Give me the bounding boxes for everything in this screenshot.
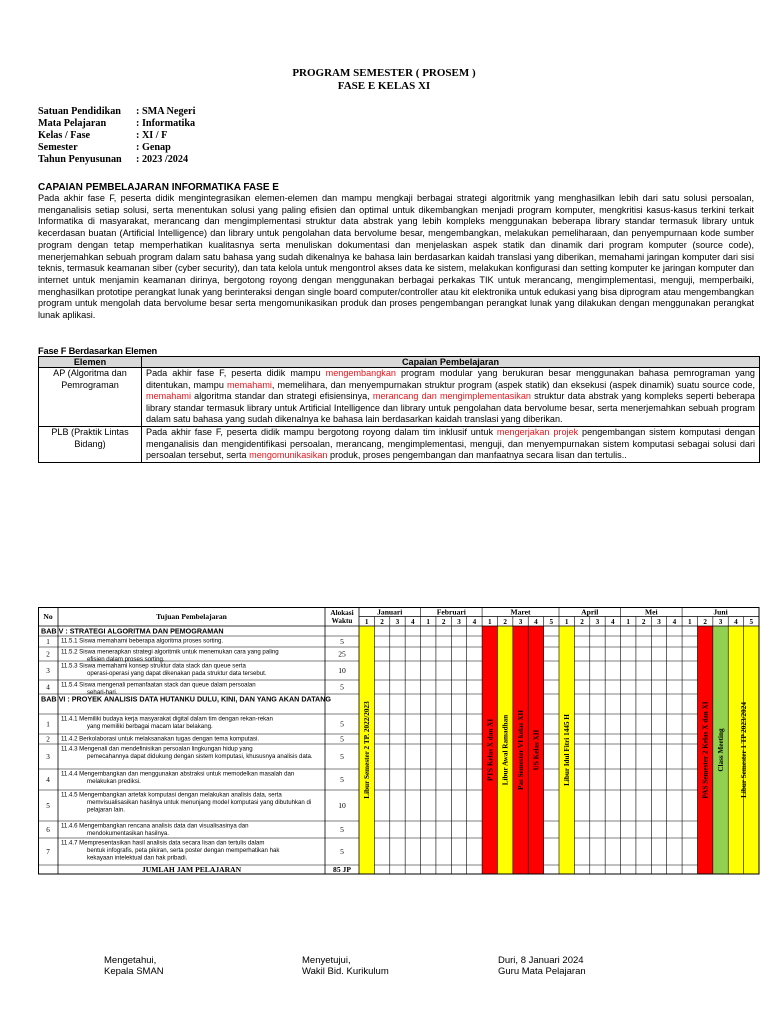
row-number: 2 bbox=[46, 735, 50, 744]
total-value: 85 JP bbox=[333, 865, 351, 874]
month-label: Mei bbox=[644, 607, 658, 617]
row-jp: 10 bbox=[338, 801, 346, 810]
highlight-text: memahami bbox=[146, 391, 191, 402]
row-objective: pelajaran lain. bbox=[87, 806, 125, 814]
row-jp: 25 bbox=[338, 649, 346, 659]
row-number: 1 bbox=[46, 638, 50, 646]
highlight-text: mengembangkan bbox=[325, 368, 396, 378]
bab-heading: BAB V : STRATEGI ALGORITMA DAN PEMOGRAMAN bbox=[41, 626, 224, 636]
footer-line: Kepala SMAN bbox=[104, 966, 164, 977]
highlight-text: memahami bbox=[226, 379, 272, 390]
row-objective: mendokumentasikan hasilnya. bbox=[87, 829, 169, 837]
row-jp: 5 bbox=[340, 682, 344, 692]
week-label: 3 bbox=[518, 618, 523, 626]
footer-left bbox=[104, 955, 164, 977]
week-label: 4 bbox=[734, 618, 738, 626]
total-label: JUMLAH JAM PELAJARAN bbox=[141, 865, 242, 874]
row-objective: memvisualisasikan hasilnya untuk menunjang model komputasi yang dibutuhkan di bbox=[87, 798, 312, 806]
col-capaian: Capaian Pembelajaran bbox=[142, 357, 760, 368]
row-jp: 5 bbox=[340, 752, 344, 761]
identity-row bbox=[38, 130, 195, 142]
row-jp: 5 bbox=[340, 637, 344, 646]
row-jp: 5 bbox=[340, 734, 344, 744]
table-row bbox=[39, 368, 760, 427]
row-jp: 5 bbox=[340, 847, 344, 856]
week-label: 2 bbox=[580, 618, 584, 626]
identity-label: Tahun Penyusunan bbox=[38, 154, 122, 165]
month-label: Juni bbox=[713, 607, 728, 617]
identity-label: Mata Pelajaran bbox=[38, 118, 107, 129]
row-objective: yang memiliki berbagai macam latar belakang. bbox=[87, 722, 213, 730]
calendar-bar-label: Class Meeting bbox=[717, 728, 726, 772]
bab-heading: BAB VI : PROYEK ANALISIS DATA HUTANKU DULU, KINI, DAN YANG AKAN DATANG bbox=[41, 694, 332, 704]
highlight-text: mengomunikasikan bbox=[249, 450, 328, 461]
week-label: 1 bbox=[564, 618, 569, 626]
cp-paragraph: Pada akhir fase F, peserta didik mengintegrasikan elemen-elemen dan mampu mengkaji berbagai strategi algoritmik yang menghasilkan lebih dari satu solusi persoalan, menganalisis setiap solusi, serta menentukan solusi yang paling efisien dan optimal untuk dikembangkan menjadi program komputer, mengkritisi kasus-kasus terkini terkait Informatika di masyarakat, merancang dan mengimplementasi struktur data abstrak yang lebih kompleks menggunakan beberapa library standar termasuk library untuk kecerdasan buatan (Artificial Intelligence) dan library untuk pengolahan data bervolume besar, mengembangkan, melakukan pemeliharaan, dan penyempurnaan kode sumber program dengan tetap memperhatikan kualitasnya serta menuliskan dokumentasi dan menjelaskan aspek statik dan dinamik dari program komputer (source code), menerjemahkan sebuah program dalam satu bahasa yang sudah dikenalnya ke bahasa lain berdasarkan kaidah translasi yang diberikan, memahami jaringan komputer dari sisi teknis, termasuk keamanan siber (cyber security), dan tata kelola untuk mengontrol akses data ke sistem, melakukan konfigurasi dan setting komputer ke jaringan komputer dan internet untuk menjamin keamanan dirinya, bergotong royong dengan menggunakan berbagai perkakas TIK untuk merancang, mengimplementasi, menguji, memperbaiki, menghasilkan prototipe perangkat lunak yang berinteraksi dengan single board computer/controller atau kit elektronika untuk edukasi yang bisa diprogram atau mengembangkan program untuk mengolah data bervolume besar serta mengomunikasikan produk dan proses pengembangan perangkat lunak yang dilakukan dengan menggunakan perangkat lunak aplikasi. bbox=[38, 193, 754, 321]
footer-line: Guru Mata Pelajaran bbox=[498, 966, 586, 977]
row-objective: 11.4.7 Mempresentasikan hasil analisis data secara lisan dan tertulis dalam bbox=[61, 839, 265, 847]
body-text: program modular yang berukuran besar menggunakan bahasa pemrograman yang ditentukan, mampu bbox=[146, 368, 755, 390]
row-objective: bentuk infografis, peta pikiran, serta poster dengan memperhatikan hak bbox=[87, 846, 280, 854]
calendar-bar-label: Libur Idul Fitri 1445 H bbox=[563, 714, 572, 786]
calendar-bar-label: Pas Semester VI kelas XII bbox=[517, 710, 526, 790]
identity-value: : Genap bbox=[136, 142, 171, 153]
identity-value: : SMA Negeri bbox=[136, 106, 196, 117]
footer-right bbox=[498, 955, 586, 977]
identity-block bbox=[38, 106, 195, 166]
cp-heading: CAPAIAN PEMBELAJARAN INFORMATIKA FASE E bbox=[38, 182, 279, 193]
footer-line: Duri, 8 Januari 2024 bbox=[498, 955, 584, 966]
table-row bbox=[39, 426, 760, 462]
calendar-bar-label: PAS Semester 2 Kelas X dan XI bbox=[701, 701, 710, 799]
row-objective: 11.4.2 Berkolaborasi untuk melaksanakan tugas dengan tema komputasi. bbox=[61, 735, 260, 743]
identity-label: Semester bbox=[38, 142, 78, 153]
row-objective: 11.4.6 Mengembangkan rencana analisis data dan visualisasinya dan bbox=[61, 822, 249, 830]
col-tujuan-header: Tujuan Pembelajaran bbox=[156, 612, 227, 621]
week-label: 4 bbox=[472, 618, 477, 626]
row-objective: 11.5.2 Siswa menerapkan strategi algoritmik untuk menemukan cara yang paling bbox=[61, 648, 279, 656]
identity-row bbox=[38, 118, 195, 130]
capaian-cell bbox=[142, 426, 760, 462]
col-elemen: Elemen bbox=[39, 357, 142, 368]
body-text: struktur data abstrak yang kompleks seperti beberapa library standar termasuk library untuk Artificial Intelligence dan library untuk pengolahan data bervolume besar, serta menerjemahkan sebuah program dalam satu bahasa yang sudah dikenalnya ke bahasa lain berdasarkan kaidah translasi yang diberikan. bbox=[146, 391, 755, 425]
row-jp: 5 bbox=[340, 825, 344, 834]
calendar-bar-label: Libur Semester 2 TP. 2022/2023 bbox=[363, 701, 372, 799]
fase-heading: Fase F Berdasarkan Elemen bbox=[38, 346, 158, 356]
capaian-cell bbox=[142, 368, 760, 427]
week-label: 4 bbox=[672, 618, 677, 626]
week-label: 1 bbox=[626, 618, 631, 626]
row-jp: 10 bbox=[338, 666, 346, 675]
elemen-cell: AP (Algoritma dan Pemrograman bbox=[39, 368, 142, 427]
footer-middle bbox=[302, 955, 389, 977]
row-number: 5 bbox=[46, 802, 50, 810]
week-label: 3 bbox=[395, 618, 400, 626]
row-objective: efisien dalam proses sorting. bbox=[87, 655, 165, 663]
row-objective: pemecahannya dapat didukung dengan sistem komputasi, khususnya analisis data. bbox=[87, 752, 313, 760]
row-jp: 5 bbox=[340, 775, 344, 784]
week-label: 4 bbox=[611, 618, 615, 626]
highlight-text: merancang dan mengimplementasikan bbox=[372, 391, 531, 402]
calendar-bar-label: PTS Kelas X dan XI bbox=[486, 718, 495, 782]
identity-label: Kelas / Fase bbox=[38, 130, 91, 141]
week-label: 3 bbox=[595, 618, 600, 626]
doc-subtitle: FASE E KELAS XI bbox=[337, 80, 431, 92]
identity-label: Satuan Pendidikan bbox=[38, 106, 121, 117]
month-label: Februari bbox=[436, 607, 466, 617]
week-label: 1 bbox=[487, 618, 492, 626]
week-label: 1 bbox=[364, 618, 369, 626]
footer-line: Menyetujui, bbox=[302, 955, 351, 966]
identity-value: : 2023 /2024 bbox=[136, 154, 189, 165]
row-objective: 11.4.5 Mengembangkan artefak komputasi dengan melakukan analisis data, serta bbox=[61, 791, 282, 799]
row-number: 2 bbox=[46, 650, 50, 659]
body-text: pengembangan sistem komputasi dengan menganalisis dan mengidentifikasi persoalan, merancang, mengimplementasi, menguji, dan menyempurnakan sistem komputasi sebagai solusi dari persoalan tersebut, serta bbox=[146, 426, 756, 461]
doc-title: PROGRAM SEMESTER ( PROSEM ) bbox=[292, 67, 476, 79]
month-label: Maret bbox=[510, 607, 531, 617]
body-text: Pada akhir fase F, peserta didik mampu bergotong royong dalam tim inklusif untuk bbox=[146, 426, 497, 437]
elemen-cell: PLB (Praktik Lintas Bidang) bbox=[39, 426, 142, 462]
month-label: April bbox=[581, 607, 599, 617]
week-label: 2 bbox=[441, 618, 446, 626]
week-label: 5 bbox=[549, 618, 554, 626]
calendar-bar-label: Libur Awal Ramadhan bbox=[501, 714, 510, 786]
row-objective: kekayaan intelektual dan hak pribadi. bbox=[87, 854, 188, 862]
row-objective: 11.5.4 Siswa mengenali pemanfaatan stack dan queue dalam persoalan bbox=[61, 681, 256, 689]
row-number: 4 bbox=[46, 683, 50, 692]
calendar-bar-label: Libur Semester 1 TP 2023/2024 bbox=[740, 702, 749, 798]
row-objective: 11.5.3 Siswa memahami konsep struktur data stack dan queue serta bbox=[61, 662, 246, 670]
row-jp: 5 bbox=[340, 719, 344, 729]
row-objective: 11.5.1 Siswa memahami beberapa algoritma proses sorting. bbox=[61, 637, 224, 645]
row-number: 1 bbox=[46, 720, 50, 729]
week-label: 3 bbox=[657, 618, 661, 626]
fase-table bbox=[38, 356, 760, 463]
row-number: 4 bbox=[46, 776, 50, 784]
identity-row bbox=[38, 106, 195, 118]
month-label: Januari bbox=[377, 607, 403, 617]
body-text: Pada akhir fase F, peserta didik mampu bbox=[146, 368, 326, 378]
week-label: 2 bbox=[503, 618, 507, 626]
body-text: produk, proses pengembangan dan manfaatnya secara lisan dan tertulis.. bbox=[327, 450, 627, 461]
week-label: 2 bbox=[380, 618, 384, 626]
row-number: 3 bbox=[46, 667, 50, 675]
col-alokasi-header: Alokasi bbox=[330, 609, 354, 617]
week-label: 3 bbox=[718, 618, 723, 626]
row-number: 3 bbox=[46, 753, 50, 761]
row-number: 6 bbox=[46, 826, 50, 834]
body-text: algoritma standar dan strategi efisiensinya, bbox=[190, 391, 373, 402]
week-label: 4 bbox=[534, 618, 538, 626]
highlight-text: mengerjakan projek bbox=[496, 426, 579, 437]
identity-value: : Informatika bbox=[136, 118, 196, 129]
identity-value: : XI / F bbox=[136, 130, 168, 141]
week-label: 4 bbox=[411, 618, 415, 626]
calendar-bar-label: US Kelas XII bbox=[532, 729, 541, 771]
week-label: 3 bbox=[457, 618, 461, 626]
row-number: 7 bbox=[46, 848, 50, 856]
week-label: 5 bbox=[749, 618, 754, 626]
schedule-table bbox=[38, 607, 760, 919]
body-text: , memelihara, dan menyempurnakan struktur program (aspek statik) dan eksekusi (aspek dinamik) suatu source code, bbox=[271, 379, 755, 390]
col-alokasi-header: Waktu bbox=[331, 617, 353, 625]
footer-line: Mengetahui, bbox=[104, 955, 157, 966]
identity-row bbox=[38, 154, 195, 166]
row-objective: 11.4.3 Mengenali dan mendefinisikan persoalan lingkungan hidup yang bbox=[61, 745, 253, 753]
row-objective: 11.4.4 Mengembangkan dan menggunakan abstraksi untuk memodelkan masalah dan bbox=[61, 770, 295, 778]
row-objective: melakukan prediksi. bbox=[87, 777, 141, 785]
week-label: 1 bbox=[687, 618, 692, 626]
row-objective: 11.4.1 Memiliki budaya kerja masyarakat digital dalam tim dengan rekan-rekan bbox=[61, 715, 273, 723]
week-label: 1 bbox=[426, 618, 431, 626]
row-objective: operasi-operasi yang dapat dikenakan pada struktur data tersebut. bbox=[87, 669, 267, 677]
row-objective: sehari-hari. bbox=[87, 688, 118, 696]
identity-row bbox=[38, 142, 195, 154]
week-label: 2 bbox=[641, 618, 646, 626]
footer-line: Wakil Bid. Kurikulum bbox=[302, 966, 389, 977]
week-label: 2 bbox=[703, 618, 707, 626]
col-no-header: No bbox=[43, 612, 53, 621]
